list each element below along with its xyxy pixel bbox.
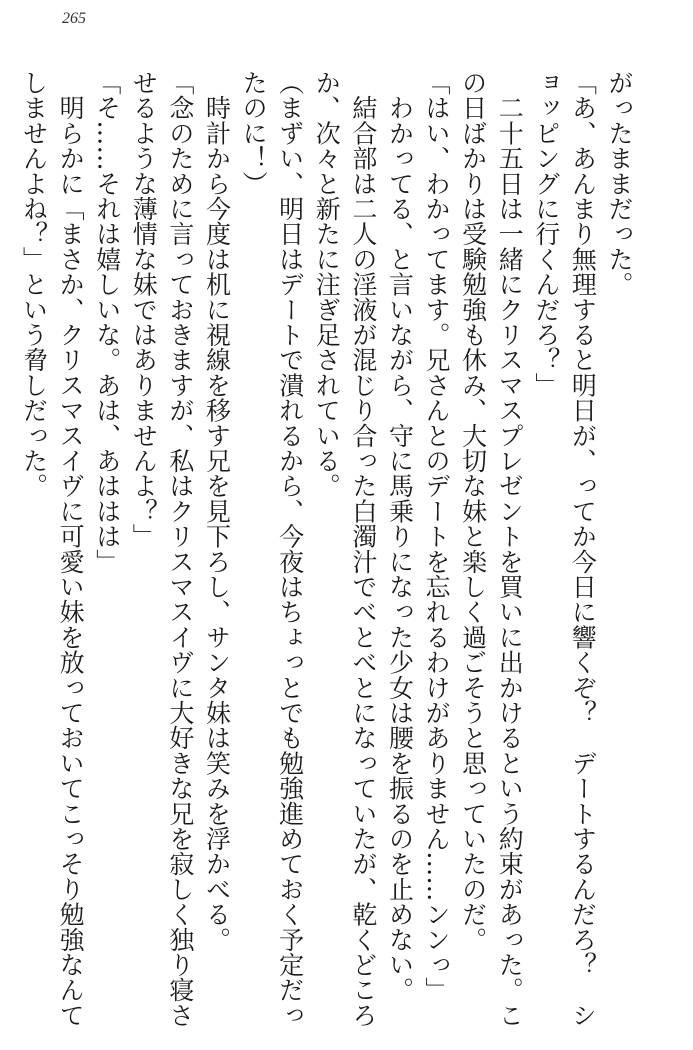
text-line: しませんよね？」という脅しだった。 [19,70,49,499]
text-line: 時計から今度は机に視線を移す兄を見下ろし、サンタ妹は笑みを浮かべる。 [202,70,232,952]
text-line: 「あ、あんまり無理すると明日が、ってか今日に響くぞ？ デートするんだろ？ シ [568,70,598,1028]
text-line: わかってる、と言いながら、守に馬乗りになった少女は腰を振るのを止めない。 [385,70,415,1003]
text-line: 二十五日は一緒にクリスマスプレゼントを買いに出かけるという約束があった。こ [495,70,525,1028]
text-line: 「そ……それは嬉しいな。あは、あははは」 [92,70,122,574]
text-line: せるような薄情な妹ではありませんよ？」 [129,70,159,549]
page-number: 265 [62,10,86,27]
text-line: ョッピングに行くんだろ？」 [531,70,561,398]
text-line: の日ばかりは受験勉強も休み、大切な妹と楽しく過ごそうと思っていたのだ。 [458,70,488,952]
text-line: か、次々と新たに注ぎ足されている。 [312,70,342,499]
text-line: 結合部は二人の淫液が混じり合った白濁汁でべとべとになっていたが、乾くどころ [348,70,378,1028]
text-line: 「念のために言っておきますが、私はクリスマスイヴに大好きな兄を寂しく独り寝さ [165,70,195,1028]
text-line: たのに！） [239,70,269,196]
text-line: がったままだった。 [605,70,634,297]
novel-text-body [19,70,637,1028]
text-line: 「はい、わかってます。兄さんとのデートを忘れるわけがありません……ンンっ」 [422,70,452,1003]
text-line: 明らかに「まさか、クリスマスイヴに可愛い妹を放っておいてこっそり勉強なんて [56,70,86,1028]
text-line: （まずい、明日はデートで潰れるから、今夜はちょっとでも勉強進めておく予定だっ [275,70,305,1028]
